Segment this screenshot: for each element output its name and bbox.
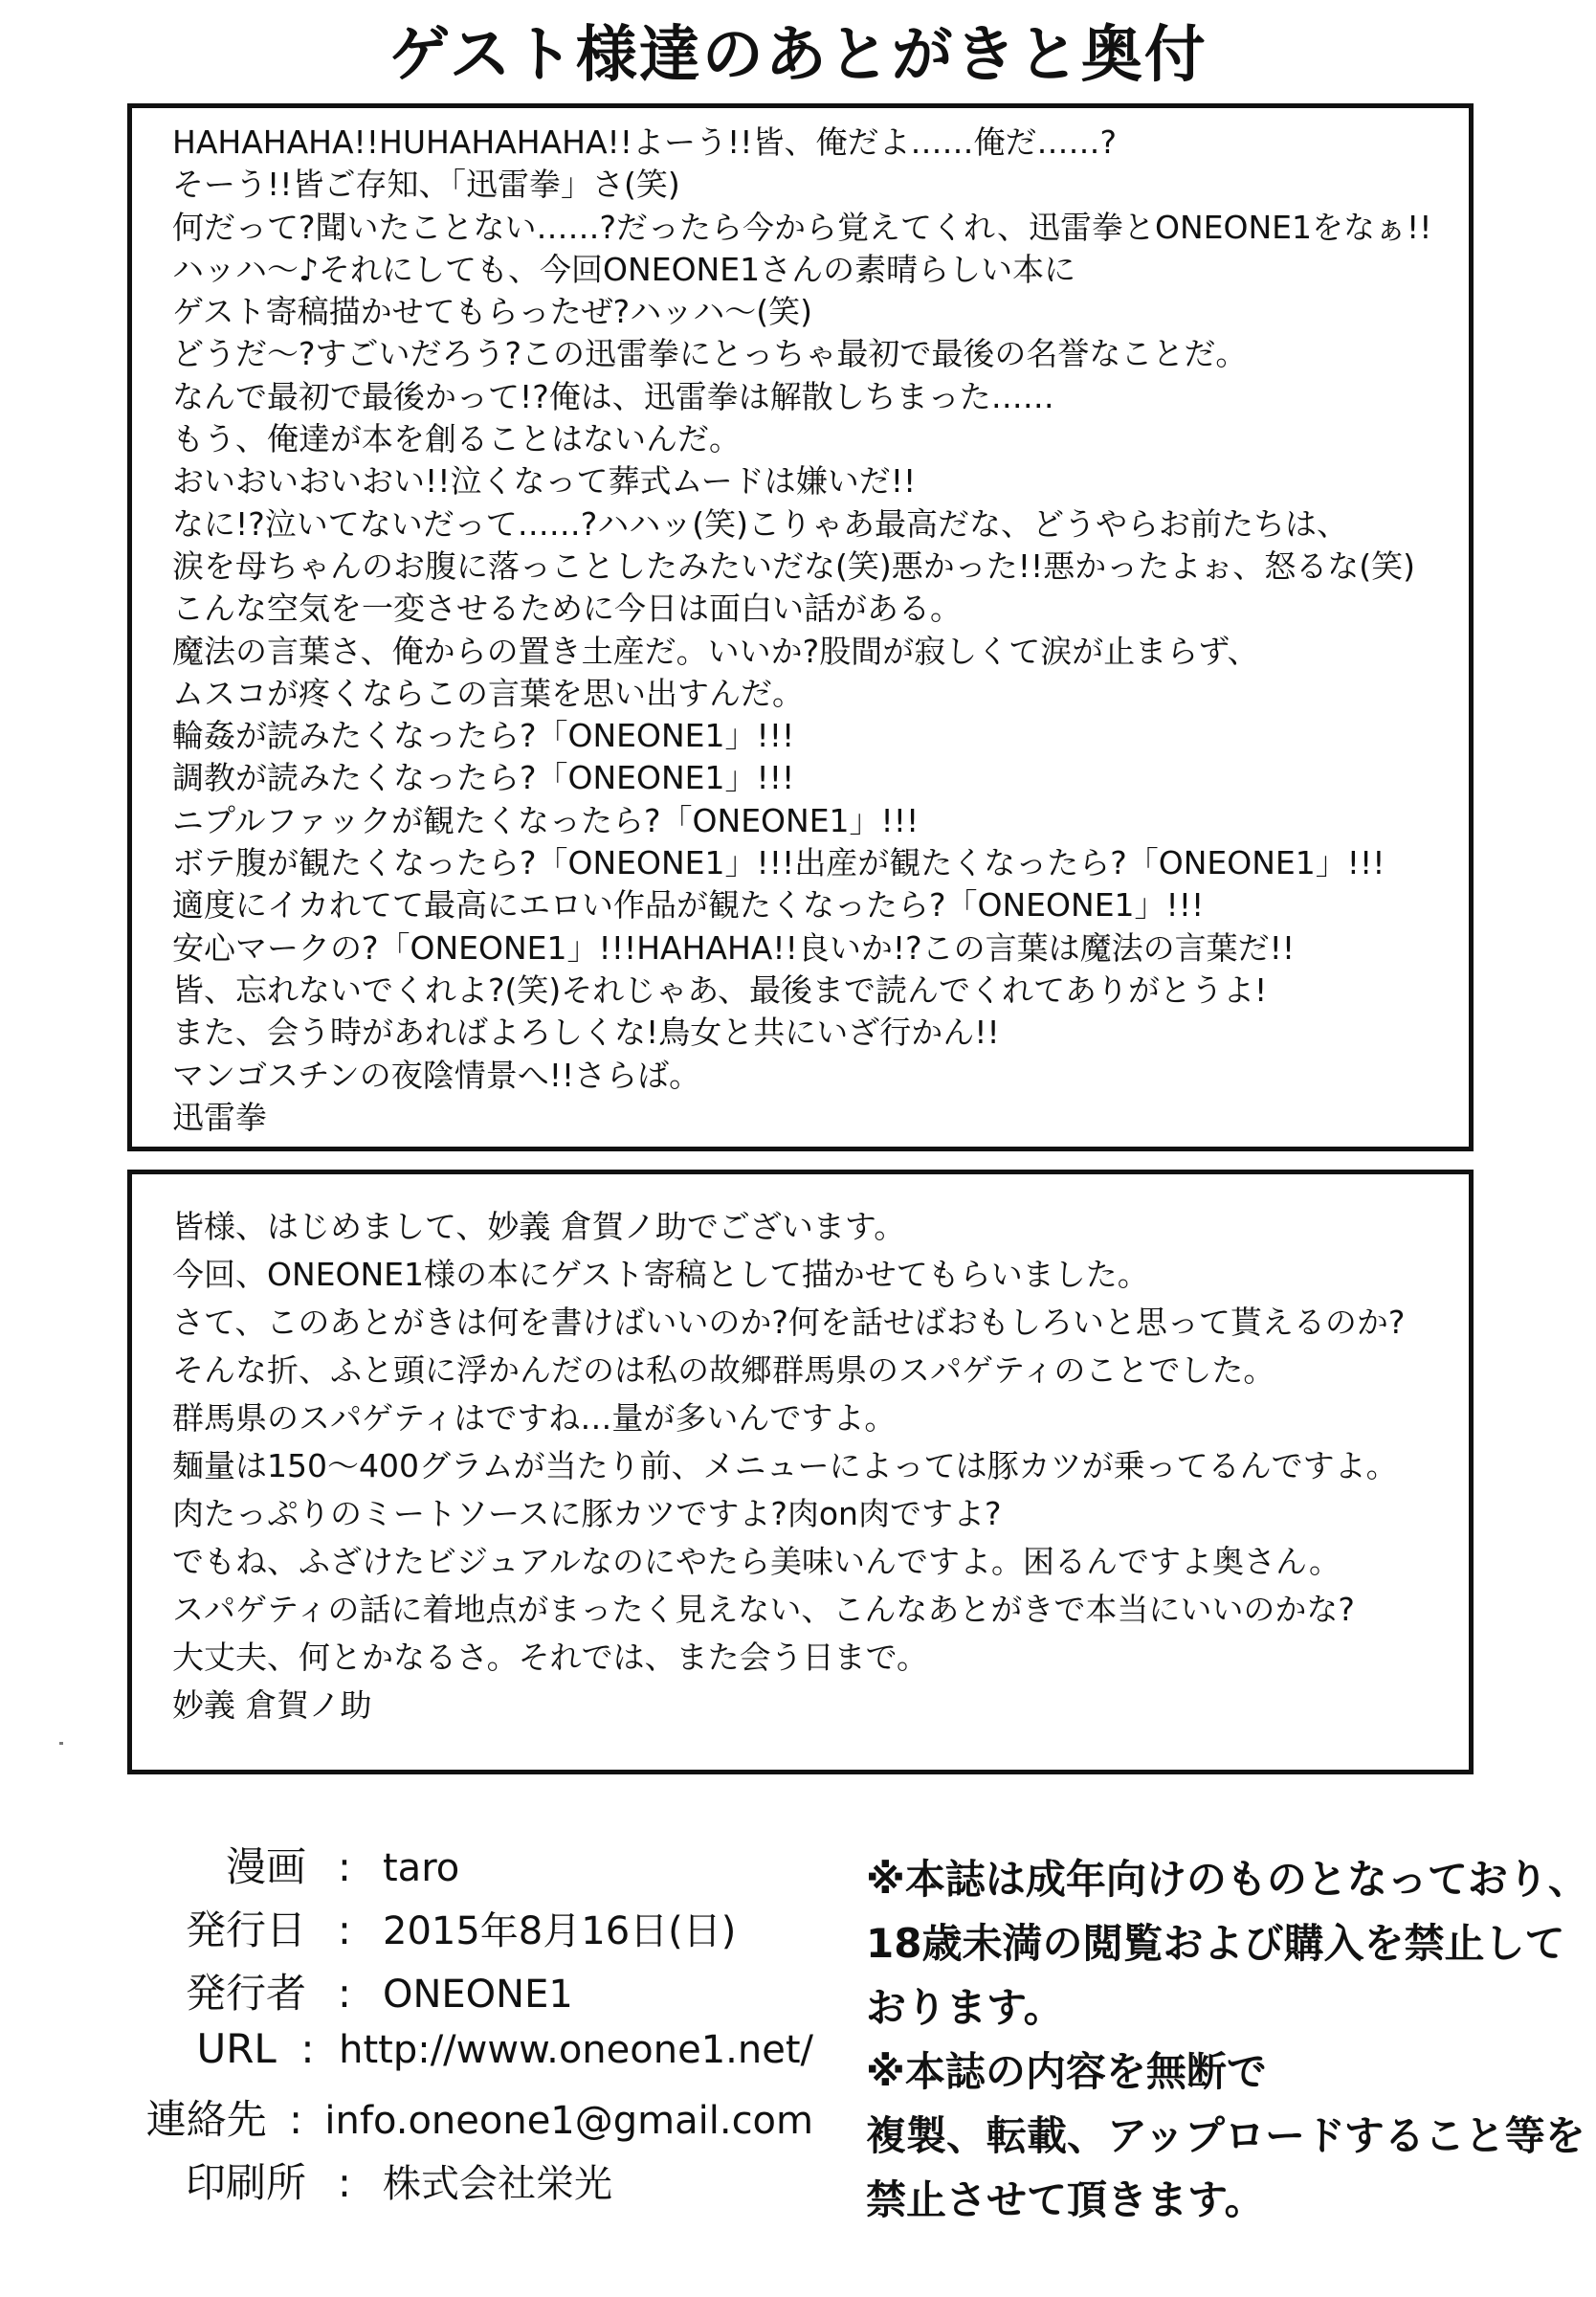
afterword-line: ゲスト寄稿描かせてもらったぜ?ハッハ～(笑) (172, 293, 812, 331)
afterword-line: なんで最初で最後かって!?俺は、迅雷拳は解散しちまった…… (172, 377, 1054, 415)
afterword-line: そんな折、ふと頭に浮かんだのは私の故郷群馬県のスパゲティのことでした。 (172, 1351, 1275, 1389)
colophon-label: 発行日 (185, 1907, 306, 1953)
colophon-label: 発行者 (185, 1970, 306, 2017)
legal-notice (866, 1847, 1588, 2232)
colophon-value: ONEONE1 (383, 1973, 573, 2017)
afterword-line: また、会う時があればよろしくな!鳥女と共にいざ行かん!! (172, 1014, 1000, 1052)
colophon-row-printer (144, 2152, 813, 2215)
colophon-label: 漫画 (225, 1843, 306, 1890)
afterword-line: ムスコが疼くならこの言葉を思い出すんだ。 (172, 674, 804, 712)
afterword-line: 輪姦が読みたくなったら?「ONEONE1」!!! (172, 717, 795, 755)
colophon (144, 1836, 813, 2215)
afterword-line: そーう!!皆ご存知、「迅雷拳」さ(笑) (172, 166, 680, 204)
notice-line: ※本誌の内容を無断で (866, 2048, 1267, 2095)
page-title: ゲスト様達のあとがきと奥付 (388, 20, 1208, 91)
colophon-value: 2015年8月16日(日) (383, 1909, 737, 1953)
colophon-value: 株式会社栄光 (383, 2162, 612, 2206)
colophon-row-publisher (144, 1962, 813, 2025)
afterword-line: おいおいおいおい!!泣くなって葬式ムードは嫌いだ!! (172, 462, 917, 501)
colophon-row-date (144, 1899, 813, 1962)
guest-afterword-1 (127, 103, 1474, 1151)
afterword-line: 適度にイカれてて最高にエロい作品が観たくなったら?「ONEONE1」!!! (172, 886, 1205, 925)
afterword-line: 群馬県のスパゲティはですね…量が多いんですよ。 (172, 1399, 897, 1437)
colophon-label: 連絡先 (145, 2096, 267, 2143)
colophon-row-artist (144, 1836, 813, 1899)
afterword-line: ボテ腹が観たくなったら?「ONEONE1」!!!出産が観たくなったら?「ONEONE1」!!! (172, 844, 1385, 882)
colophon-label: 印刷所 (185, 2159, 306, 2206)
afterword-line: ハッハ～♪それにしても、今回ONEONE1さんの素晴らしい本に (172, 250, 1076, 288)
afterword-line: 魔法の言葉さ、俺からの置き土産だ。いいか?股間が寂しくて涙が止まらず、 (172, 632, 1259, 670)
afterword-line: でもね、ふざけたビジュアルなのにやたら美味いんですよ。困るんですよ奥さん。 (172, 1543, 1341, 1580)
afterword-line: 肉たっぷりのミートソースに豚カツですよ?肉on肉ですよ? (172, 1495, 1002, 1532)
afterword-line: スパゲティの話に着地点がまったく見えない、こんなあとがきで本当にいいのかな? (172, 1591, 1355, 1628)
afterword-line: なに!?泣いてないだって……?ハハッ(笑)こりゃあ最高だな、どうやらお前たちは、 (172, 504, 1349, 543)
afterword-line: どうだ～?すごいだろう?この迅雷拳にとっちゃ最初で最後の名誉なことだ。 (172, 335, 1248, 373)
afterword-line: 大丈夫、何とかなるさ。それでは、また会う日まで。 (172, 1639, 929, 1676)
guest-afterword-2 (127, 1170, 1474, 1774)
colophon-email: info.oneone1@gmail.com (324, 2099, 813, 2143)
colophon-row-contact (144, 2088, 813, 2152)
notice-line: ※本誌は成年向けのものとなっており、 (866, 1856, 1588, 1903)
afterword-line: 今回、ONEONE1様の本にゲスト寄稿として描かせてもらいました。 (172, 1256, 1149, 1293)
colophon-separator: : (289, 2096, 303, 2143)
colophon-separator: : (337, 1907, 352, 1953)
afterword-line: 涙を母ちゃんのお腹に落っことしたみたいだな(笑)悪かった!!悪かったよぉ、怒るな(笑) (172, 546, 1415, 585)
notice-line: 禁止させて頂きます。 (866, 2176, 1265, 2223)
afterword-line: 調教が読みたくなったら?「ONEONE1」!!! (172, 759, 795, 797)
afterword-line: さて、このあとがきは何を書けばいいのか?何を話せばおもしろいと思って貰えるのか? (172, 1304, 1406, 1341)
notice-line: 18歳未満の閲覧および購入を禁止して (866, 1920, 1565, 1967)
colophon-separator: : (337, 1970, 352, 2017)
notice-line: おります。 (866, 1984, 1064, 2031)
afterword-line: もう、俺達が本を創ることはないんだ。 (172, 420, 741, 458)
afterword-line: ニプルファックが観たくなったら?「ONEONE1」!!! (172, 801, 920, 839)
afterword-signature: 迅雷拳 (172, 1098, 267, 1136)
afterword-line: 皆、忘れないでくれよ?(笑)それじゃあ、最後まで読んでくれてありがとうよ! (172, 970, 1268, 1009)
afterword-line: 皆様、はじめまして、妙義 倉賀ノ助でございます。 (172, 1208, 906, 1245)
afterword-line: 安心マークの?「ONEONE1」!!!HAHAHA!!良いか!?この言葉は魔法の言葉だ!! (172, 928, 1296, 967)
colophon-separator: : (300, 2025, 315, 2072)
afterword-line: こんな空気を一変させるために今日は面白い話がある。 (172, 590, 962, 628)
afterword-line: HAHAHAHA!!HUHAHAHAHA!!よーう!!皆、俺だよ……俺だ……? (172, 123, 1117, 161)
colophon-separator: : (337, 2159, 352, 2206)
scan-speck (59, 1742, 63, 1745)
colophon-value: taro (383, 1846, 460, 1890)
colophon-separator: : (337, 1843, 352, 1890)
colophon-row-url (144, 2025, 813, 2088)
afterword-line: 麺量は150～400グラムが当たり前、メニューによっては豚カツが乗ってるんですよ。 (172, 1447, 1398, 1484)
colophon-label: URL (196, 2025, 277, 2072)
afterword-line: マンゴスチンの夜陰情景へ!!さらば。 (172, 1056, 701, 1094)
afterword-signature: 妙義 倉賀ノ助 (172, 1686, 372, 1724)
notice-line: 複製、転載、アップロードすること等を (866, 2112, 1585, 2159)
afterword-line: 何だって?聞いたことない……?だったら今から覚えてくれ、迅雷拳とONEONE1をなぁ!! (172, 208, 1432, 246)
colophon-url: http://www.oneone1.net/ (339, 2028, 813, 2072)
